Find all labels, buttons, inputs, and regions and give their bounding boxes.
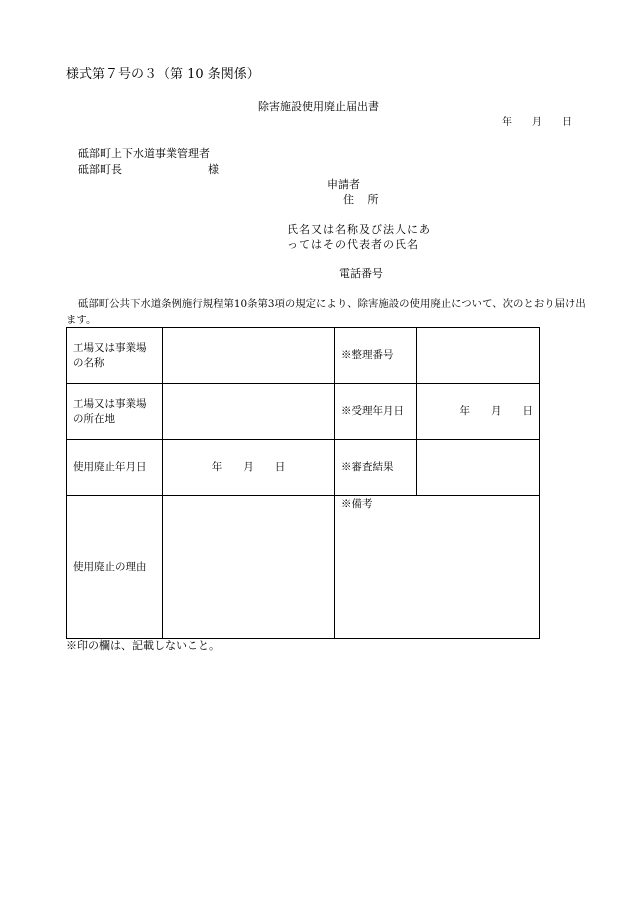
application-form-table bbox=[66, 327, 540, 639]
reason-field[interactable] bbox=[163, 496, 335, 639]
received-date-field: 年 月 日 bbox=[417, 384, 540, 440]
addressee-honorific: 様 bbox=[208, 163, 219, 176]
review-result-field bbox=[417, 440, 540, 496]
factory-name-label: 工場又は事業場の名称 bbox=[67, 328, 163, 384]
table-row bbox=[67, 496, 540, 639]
table-row bbox=[67, 384, 540, 440]
table-row bbox=[67, 440, 540, 496]
review-result-label: ※審査結果 bbox=[335, 440, 417, 496]
form-number: 様式第７号の３（第 10 条関係） bbox=[66, 67, 260, 82]
table-row bbox=[67, 328, 540, 384]
discontinue-date-field[interactable]: 年 月 日 bbox=[163, 440, 335, 496]
body-text: 砥部町公共下水道条例施行規程第10条第3項の規定により、除害施設の使用廃止について、次のとおり届け出ます。 bbox=[66, 298, 586, 326]
applicant-label: 申請者 bbox=[327, 178, 360, 191]
reason-label: 使用廃止の理由 bbox=[67, 496, 163, 639]
addressee-line-2: 砥部町長 bbox=[78, 163, 122, 176]
phone-label: 電話番号 bbox=[339, 267, 383, 280]
address-label: 住 所 bbox=[343, 193, 384, 206]
name-label-line-1: 氏名又は名称及び法人にあ bbox=[287, 223, 431, 236]
ref-number-field bbox=[417, 328, 540, 384]
factory-location-field[interactable] bbox=[163, 384, 335, 440]
discontinue-date-label: 使用廃止年月日 bbox=[67, 440, 163, 496]
document-title: 除害施設使用廃止届出書 bbox=[258, 100, 379, 113]
factory-name-field[interactable] bbox=[163, 328, 335, 384]
remarks-field: ※備考 bbox=[335, 496, 540, 639]
factory-location-label: 工場又は事業場の所在地 bbox=[67, 384, 163, 440]
name-label-line-2: ってはその代表者の氏名 bbox=[287, 238, 419, 251]
received-date-label: ※受理年月日 bbox=[335, 384, 417, 440]
submission-date: 年 月 日 bbox=[502, 117, 572, 128]
addressee-line-1: 砥部町上下水道事業管理者 bbox=[78, 147, 210, 160]
footnote: ※印の欄は、記載しないこと。 bbox=[66, 639, 220, 652]
ref-number-label: ※整理番号 bbox=[335, 328, 417, 384]
